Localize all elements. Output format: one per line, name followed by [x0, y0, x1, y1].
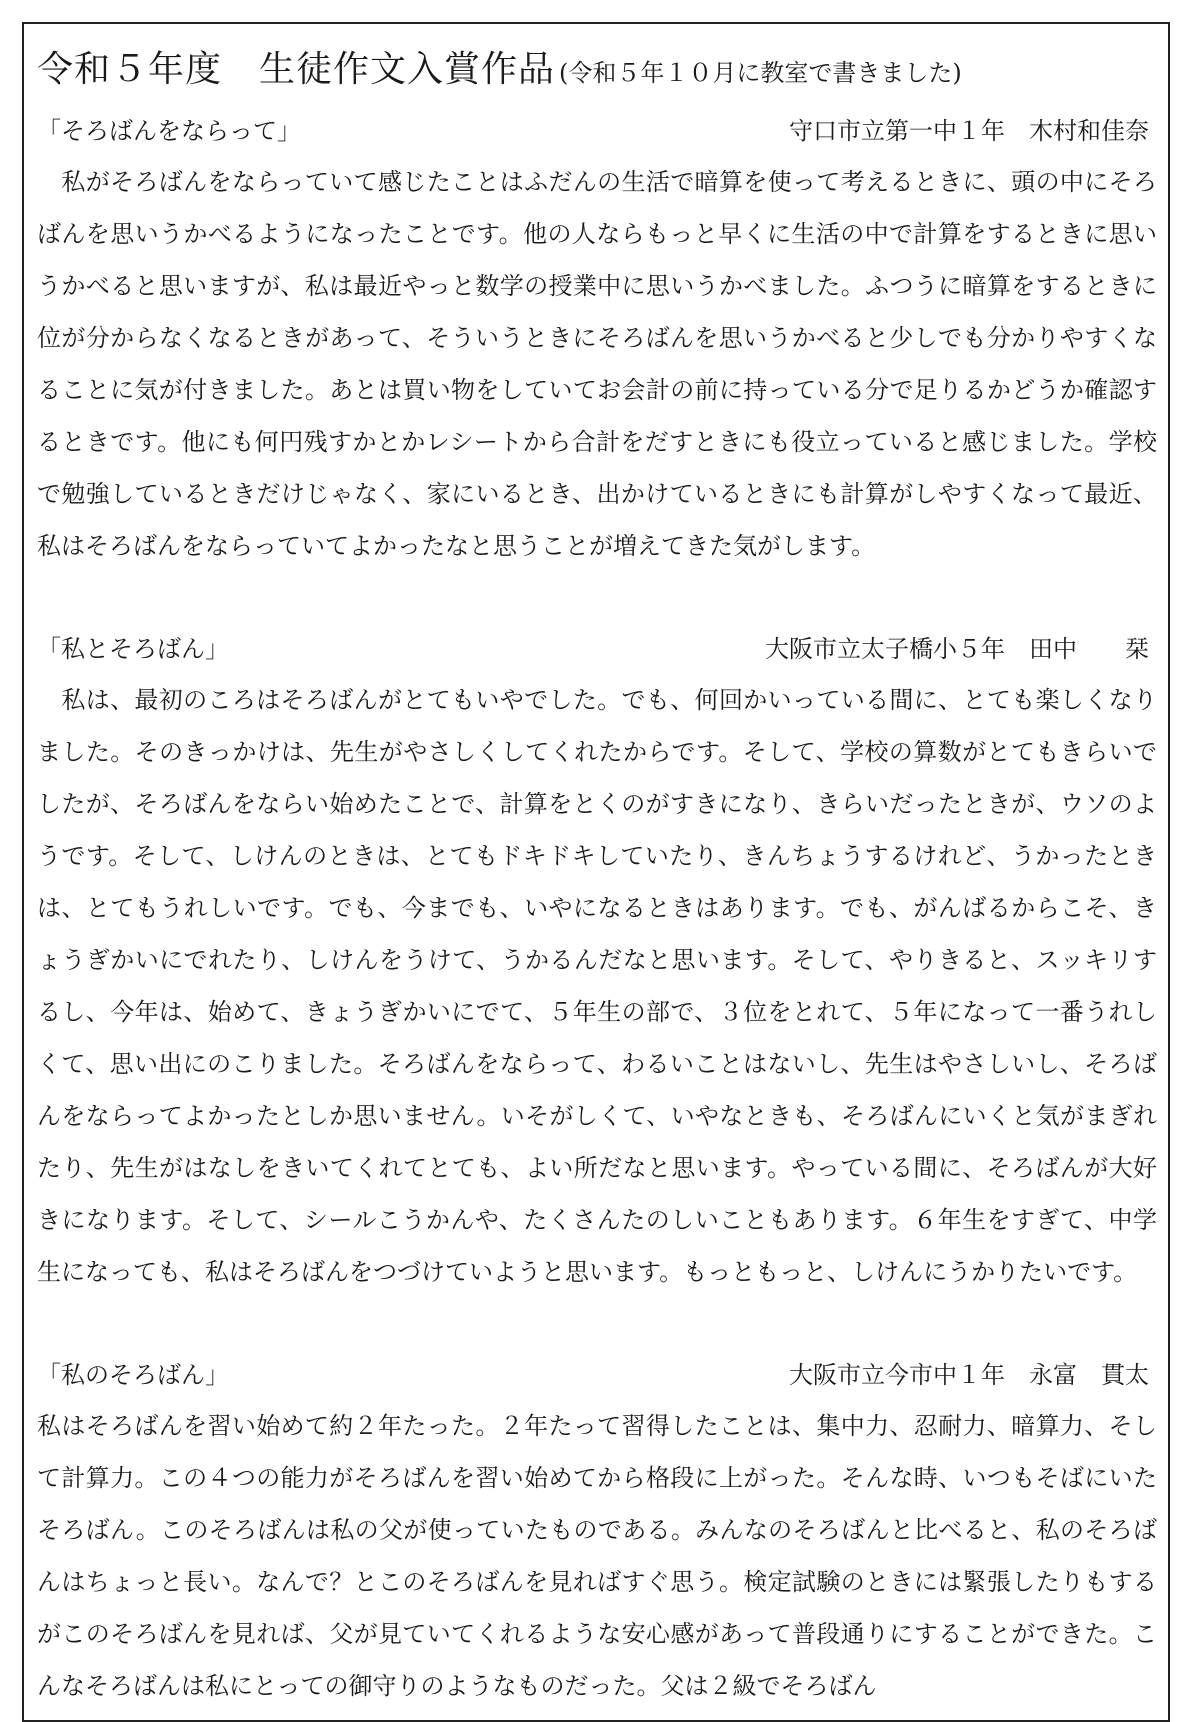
section-gap: [37, 1298, 1157, 1344]
essay-body: 私は、最初のころはそろばんがとてもいやでした。でも、何回かいっている間に、とても楽しくなりました。そのきっかけは、先生がやさしくしてくれたからです。そして、学校の算数がとてもきらいでしたが、そろばんをならい始めたことで、計算をとくのがすきになり、きらいだったときが、ウソのようです。そして、しけんのときは、とてもドキドキしていたり、きんちょうするけれど、うかったときは、とてもうれしいです。でも、今までも、いやになるときはあります。でも、がんばるからこそ、きょうぎかいにでれたり、しけんをうけて、うかるんだなと思います。そして、やりきると、スッキリするし、今年は、始めて、きょうぎかいにでて、５年生の部で、３位をとれて、５年になって一番うれしくて、思い出にのこりました。そろばんをならって、わるいことはないし、先生はやさしいし、そろばんをならってよかったとしか思いません。いそがしくて、いやなときも、そろばんにいくと気がまぎれたり、先生がはなしをきいてくれてとても、よい所だなと思います。やっている間に、そろばんが大好きになります。そして、シールこうかんや、たくさんたのしいこともあります。６年生をすぎて、中学生になっても、私はそろばんをつづけていようと思います。もっともっと、しけんにうかりたいです。: [37, 686, 1157, 1286]
page-header: [37, 40, 1157, 100]
section-gap: [37, 572, 1157, 618]
essay-header: [37, 106, 1157, 156]
essay-author: 大阪市立今市中１年 永富 貫太: [789, 1361, 1149, 1389]
essay-body: 私がそろばんをならっていて感じたことはふだんの生活で暗算を使って考えるときに、頭の中にそろばんを思いうかべるようになったことです。他の人ならもっと早くに生活の中で計算をするときに思いうかべると思いますが、私は最近やっと数学の授業中に思いうかべました。ふつうに暗算をするときに位が分からなくなるときがあって、そういうときにそろばんを思いうかべると少しでも分かりやすくなることに気が付きました。あとは買い物をしていてお会計の前に持っている分で足りるかどうか確認するときです。他にも何円残すかとかレシートから合計をだすときにも役立っていると感じました。学校で勉強しているときだけじゃなく、家にいるとき、出かけているときにも計算がしやすくなって最近、私はそろばんをならっていてよかったなと思うことが増えてきた気がします。: [37, 168, 1157, 560]
essay-1: [37, 106, 1157, 572]
essay-3: [37, 1350, 1157, 1712]
document-content: [37, 40, 1157, 1712]
essay-title: 「私のそろばん」: [37, 1361, 229, 1389]
essay-body: 私はそろばんを習い始めて約２年たった。２年たって習得したことは、集中力、忍耐力、暗算力、そして計算力。この４つの能力がそろばんを習い始めてから格段に上がった。そんな時、いつもそばにいたそろばん。このそろばんは私の父が使っていたものである。みんなのそろばんと比べると、私のそろばんはちょっと長い。なんで？とこのそろばんを見ればすぐ思う。検定試験のときには緊張したりもするがこのそろばんを見れば、父が見ていてくれるような安心感があって普段通りにすることができた。こんなそろばんは私にとっての御守りのようなものだった。父は２級でそろばん: [37, 1412, 1157, 1700]
page-subtitle: (令和５年１０月に教室で書きました): [559, 59, 962, 87]
essay-2: [37, 624, 1157, 1298]
page-title: 令和５年度 生徒作文入賞作品: [37, 49, 556, 90]
essay-title: 「そろばんをならって」: [37, 117, 301, 145]
essay-title: 「私とそろばん」: [37, 635, 229, 663]
essay-header: [37, 1350, 1157, 1400]
essay-header: [37, 624, 1157, 674]
essay-author: 大阪市立太子橋小５年 田中 栞: [765, 635, 1149, 663]
essay-author: 守口市立第一中１年 木村和佳奈: [789, 117, 1149, 145]
